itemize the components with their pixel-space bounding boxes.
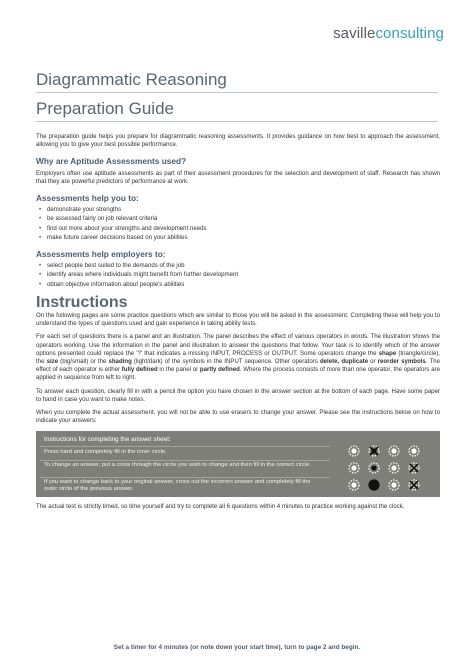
timing-paragraph: The actual test is strictly timed, so time yourself and try to complete all 6 questions within 4 minutes to practice working against the clock.: [36, 503, 405, 511]
help-you-heading: Assessments help you to:: [36, 193, 139, 204]
list-item: • be assessed fairly on job relevant criteria: [47, 215, 440, 223]
intro-paragraph: The preparation guide helps you prepare for diagrammatic reasoning assessments. It provides guidance on how best to approach the assessment, allowing you to give your best possible performance.: [36, 133, 440, 149]
answer-circle-plain: [388, 445, 400, 457]
list-item: • make future career decisions based on your abilities: [47, 234, 440, 242]
instructions-paragraph-3: To answer each question, clearly fill in with a pencil the option you have chosen in the answer section at the bottom of each page. Have some paper to hand in case you want to make notes.: [36, 387, 440, 403]
footer-instruction: Set a timer for 4 minutes (or note down your start time), turn to page 2 and begin.: [113, 644, 361, 651]
answer-circle-crossed: [408, 462, 420, 474]
saville-consulting-logo: savilleconsulting: [333, 25, 444, 42]
answer-circle-plain: [388, 462, 400, 474]
answer-row-text: If you want to change back to your original answer, cross out the incorrect answer and completely fill the outer circle of the previous answer.: [44, 479, 311, 493]
list-item: • demonstrate your strengths: [47, 206, 440, 214]
instructions-paragraph-2: For each set of questions there is a panel and an illustration. The panel describes the effect of various operators in words. The illustration shows the operators working. Use the information in the panel and illustration to answer the questions that follow. Your task is to identify which of the answer options presented could replace the '?' that indicates a missing INPUT, PROCESS or OUTPUT. Some operators change the shape (triangle/circle), the size (big/small) or the shading (light/dark) of the symbols in the INPUT sequence. Other operators delete, duplicate or reorder symbols. The effect of each operator is either fully defined in the panel or partly defined. Where the process consists of more than one operator, the operators are applied in sequence from left to right.: [36, 333, 440, 382]
main-content: [36, 133, 440, 517]
answer-circle-plain: [408, 445, 420, 457]
list-item: • identify areas where individuals might benefit from further development: [47, 271, 440, 279]
instructions-paragraph-4: When you complete the actual assessment, you will not be able to use erasers to change your answer. Please see the instructions below on how to indicate your answers:: [36, 409, 440, 425]
help-employers-list: [36, 262, 440, 289]
title-divider: [36, 92, 438, 93]
instructions-paragraph-1: On the following pages are some practice questions which are similar to those you will be asked in the assessment. Completing these will help you to understand the types of questions used and gain experience in taking ability tests.: [36, 312, 440, 328]
answer-circle-plain: [348, 462, 360, 474]
list-item: • select people best suited to the demands of the job: [47, 262, 440, 270]
list-item: • find out more about your strengths and development needs: [47, 225, 440, 233]
answer-circle-filled-cross: [368, 445, 380, 457]
list-item: • obtain objective information about people's abilities: [47, 281, 440, 289]
instructions-heading: Instructions: [36, 293, 128, 311]
answer-sheet-instructions-box: [36, 431, 440, 497]
subtitle-divider: [36, 121, 438, 122]
answer-box-title: Instructions for completing the answer sheet:: [44, 436, 171, 444]
row-divider: [40, 460, 330, 461]
answer-circles: [348, 479, 438, 493]
answer-circle-plain: [388, 479, 400, 491]
why-heading: Why are Aptitude Assessments used?: [36, 156, 187, 167]
answer-circle-crossed: [408, 479, 420, 491]
answer-row-text: To change an answer, put a cross through the circle you wish to change and then fill in the correct circle.: [44, 462, 311, 469]
answer-row-text: Press hard and completely fill in the inner circle.: [44, 449, 167, 456]
answer-circles: [348, 462, 438, 476]
answer-circle-plain: [348, 479, 360, 491]
answer-circle-plain: [348, 445, 360, 457]
row-divider: [40, 477, 330, 478]
answer-circle-filled: [368, 462, 380, 474]
document-subtitle: Preparation Guide: [36, 99, 174, 118]
row-divider: [40, 446, 330, 447]
answer-circles: [348, 445, 438, 459]
document-title: Diagrammatic Reasoning: [36, 70, 227, 89]
why-paragraph: Employers often use aptitude assessments as part of their assessment procedures for the selection and development of staff. Research has shown that they are powerful predictors of performance at work.: [36, 169, 440, 185]
help-you-list: [36, 206, 440, 242]
answer-circle-filled-big: [368, 479, 380, 491]
help-employers-heading: Assessments help employers to:: [36, 249, 166, 260]
